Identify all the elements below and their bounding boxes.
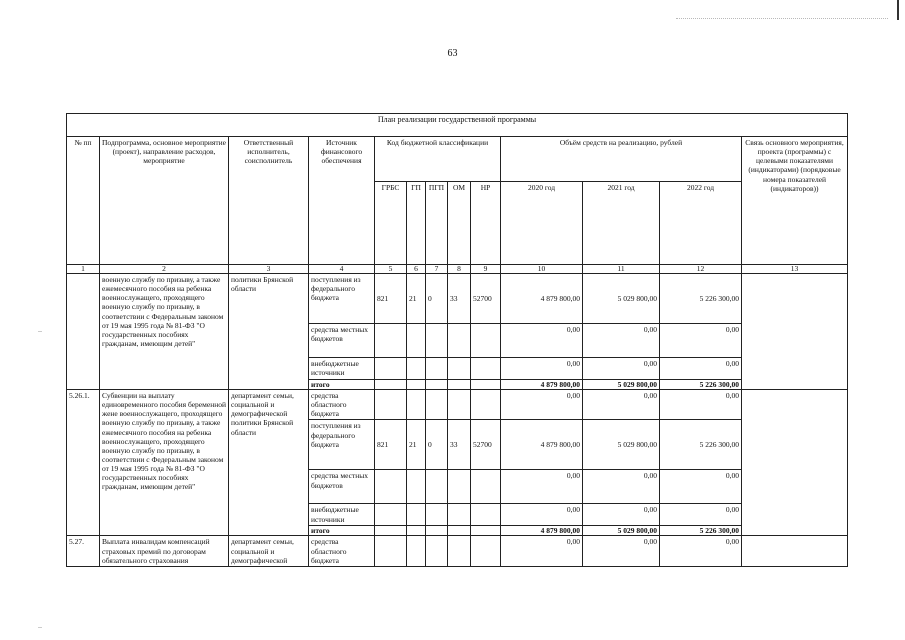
amount-2020: 0,00 <box>501 470 583 504</box>
amount-2021: 0,00 <box>583 358 660 380</box>
table-row <box>67 536 848 566</box>
source-cell: внебюджетные источники <box>309 504 375 526</box>
grbs-cell <box>375 380 407 390</box>
item-number: 5.26.1. <box>67 390 100 536</box>
nr-cell <box>471 390 501 420</box>
source-cell: внебюджетные источники <box>309 358 375 380</box>
nr-cell <box>471 526 501 536</box>
column-number: 8 <box>448 265 471 274</box>
amount-2021: 0,00 <box>583 470 660 504</box>
nr-cell: 52700 <box>471 420 501 470</box>
header-2022: 2022 год <box>660 182 742 265</box>
om-cell <box>448 504 471 526</box>
column-number: 9 <box>471 265 501 274</box>
amount-2020: 0,00 <box>501 324 583 358</box>
column-number: 5 <box>375 265 407 274</box>
om-cell: 33 <box>448 420 471 470</box>
gp-cell <box>407 358 426 380</box>
source-cell: итого <box>309 380 375 390</box>
source-cell: средства местных бюджетов <box>309 324 375 358</box>
gp-cell <box>407 380 426 390</box>
item-number: 5.27. <box>67 536 100 566</box>
nr-cell <box>471 536 501 566</box>
pgp-cell <box>426 324 448 358</box>
amount-2020: 0,00 <box>501 536 583 566</box>
amount-2021: 5 029 800,00 <box>583 420 660 470</box>
header-2020: 2020 год <box>501 182 583 265</box>
total-2022: 5 226 300,00 <box>660 380 742 390</box>
header-om: ОМ <box>448 182 471 265</box>
indicator-link-cell <box>742 274 848 390</box>
header-grbs: ГРБС <box>375 182 407 265</box>
header-subprogram: Подпрограмма, основное мероприятие (проект), направление расходов, мероприятие <box>100 137 229 265</box>
header-2021: 2021 год <box>583 182 660 265</box>
amount-2022: 0,00 <box>660 324 742 358</box>
amount-2021: 0,00 <box>583 390 660 420</box>
amount-2022: 5 226 300,00 <box>660 420 742 470</box>
grbs-cell: 821 <box>375 420 407 470</box>
header-gp: ГП <box>407 182 426 265</box>
amount-2022: 5 226 300,00 <box>660 274 742 324</box>
column-number: 6 <box>407 265 426 274</box>
source-cell: средства областного бюджета <box>309 390 375 420</box>
scan-artifact-line <box>676 18 888 19</box>
pgp-cell: 0 <box>426 274 448 324</box>
amount-2022: 0,00 <box>660 536 742 566</box>
amount-2020: 0,00 <box>501 390 583 420</box>
column-number: 1 <box>67 265 100 274</box>
nr-cell <box>471 358 501 380</box>
amount-2020: 0,00 <box>501 358 583 380</box>
gp-cell <box>407 504 426 526</box>
grbs-cell <box>375 470 407 504</box>
pgp-cell <box>426 390 448 420</box>
pgp-cell <box>426 358 448 380</box>
total-2020: 4 879 800,00 <box>501 526 583 536</box>
table-row <box>67 274 848 324</box>
margin-mark <box>38 627 42 628</box>
column-number: 4 <box>309 265 375 274</box>
amount-2020: 0,00 <box>501 504 583 526</box>
header-link: Связь основного мероприятия, проекта (программы) с целевыми показателями (индикаторами) (порядковые номера показателей (индикаторов)) <box>742 137 848 265</box>
pgp-cell <box>426 536 448 566</box>
column-number: 3 <box>229 265 309 274</box>
column-number: 13 <box>742 265 848 274</box>
item-responsible: департамент семьи, социальной и демографической политики Брянской области <box>229 390 309 536</box>
column-number: 7 <box>426 265 448 274</box>
header-nr: НР <box>471 182 501 265</box>
pgp-cell: 0 <box>426 420 448 470</box>
grbs-cell: 821 <box>375 274 407 324</box>
header-pgp: ПГП <box>426 182 448 265</box>
amount-2020: 4 879 800,00 <box>501 274 583 324</box>
total-2022: 5 226 300,00 <box>660 526 742 536</box>
om-cell <box>448 324 471 358</box>
gp-cell <box>407 324 426 358</box>
source-cell: средства местных бюджетов <box>309 470 375 504</box>
item-responsible: департамент семьи, социальной и демографической <box>229 536 309 566</box>
om-cell <box>448 536 471 566</box>
margin-mark <box>38 331 42 332</box>
amount-2022: 0,00 <box>660 390 742 420</box>
pgp-cell <box>426 470 448 504</box>
source-cell: итого <box>309 526 375 536</box>
header-volume: Объём средств на реализацию, рублей <box>501 137 742 182</box>
pgp-cell <box>426 504 448 526</box>
program-plan-table <box>66 113 848 567</box>
pgp-cell <box>426 526 448 536</box>
nr-cell <box>471 504 501 526</box>
total-2020: 4 879 800,00 <box>501 380 583 390</box>
column-numbers-row <box>67 265 848 274</box>
nr-cell <box>471 324 501 358</box>
table-title: План реализации государственной программы <box>67 114 848 137</box>
gp-cell: 21 <box>407 420 426 470</box>
amount-2022: 0,00 <box>660 470 742 504</box>
nr-cell: 52700 <box>471 274 501 324</box>
grbs-cell <box>375 390 407 420</box>
om-cell <box>448 470 471 504</box>
table-row <box>67 390 848 420</box>
grbs-cell <box>375 324 407 358</box>
gp-cell: 21 <box>407 274 426 324</box>
column-number: 10 <box>501 265 583 274</box>
amount-2021: 0,00 <box>583 504 660 526</box>
item-description: военную службу по призыву, а также ежемесячного пособия на ребенка военнослужащего, проходящего военную службу по призыву, в соответствии с Федеральным законом от 19 мая 1995 года № 81-ФЗ "О государственных пособиях гражданам, имеющим детей" <box>100 274 229 390</box>
item-number <box>67 274 100 390</box>
indicator-link-cell <box>742 390 848 536</box>
total-2021: 5 029 800,00 <box>583 380 660 390</box>
amount-2022: 0,00 <box>660 358 742 380</box>
header-responsible: Ответственный исполнитель, соисполнитель <box>229 137 309 265</box>
nr-cell <box>471 380 501 390</box>
amount-2021: 0,00 <box>583 536 660 566</box>
om-cell: 33 <box>448 274 471 324</box>
amount-2020: 4 879 800,00 <box>501 420 583 470</box>
source-cell: средства областного бюджета <box>309 536 375 566</box>
header-budget-code: Код бюджетной классификации <box>375 137 501 182</box>
page-number: 63 <box>447 48 458 59</box>
column-number: 11 <box>583 265 660 274</box>
item-description: Субвенции на выплату единовременного пособия беременной жене военнослужащего, проходящего военную службу по призыву, а также ежемесячного пособия на ребенка военнослужащего, проходящего военную службу по призыву, в соответствии с Федеральным законом от 19 мая 1995 года № 81-ФЗ "О государственных пособиях гражданам, имеющим детей" <box>100 390 229 536</box>
gp-cell <box>407 390 426 420</box>
scan-artifact-edge <box>897 0 899 20</box>
om-cell <box>448 380 471 390</box>
source-cell: поступления из федерального бюджета <box>309 274 375 324</box>
grbs-cell <box>375 526 407 536</box>
grbs-cell <box>375 536 407 566</box>
nr-cell <box>471 470 501 504</box>
header-source: Источник финансового обеспечения <box>309 137 375 265</box>
om-cell <box>448 526 471 536</box>
item-responsible: политики Брянской области <box>229 274 309 390</box>
item-description: Выплата инвалидам компенсаций страховых премий по договорам обязательного страхования <box>100 536 229 566</box>
om-cell <box>448 358 471 380</box>
amount-2022: 0,00 <box>660 504 742 526</box>
gp-cell <box>407 536 426 566</box>
om-cell <box>448 390 471 420</box>
column-number: 2 <box>100 265 229 274</box>
header-num: № пп <box>67 137 100 265</box>
grbs-cell <box>375 504 407 526</box>
total-2021: 5 029 800,00 <box>583 526 660 536</box>
amount-2021: 5 029 800,00 <box>583 274 660 324</box>
gp-cell <box>407 526 426 536</box>
source-cell: поступления из федерального бюджета <box>309 420 375 470</box>
indicator-link-cell <box>742 536 848 566</box>
column-number: 12 <box>660 265 742 274</box>
amount-2021: 0,00 <box>583 324 660 358</box>
pgp-cell <box>426 380 448 390</box>
gp-cell <box>407 470 426 504</box>
grbs-cell <box>375 358 407 380</box>
